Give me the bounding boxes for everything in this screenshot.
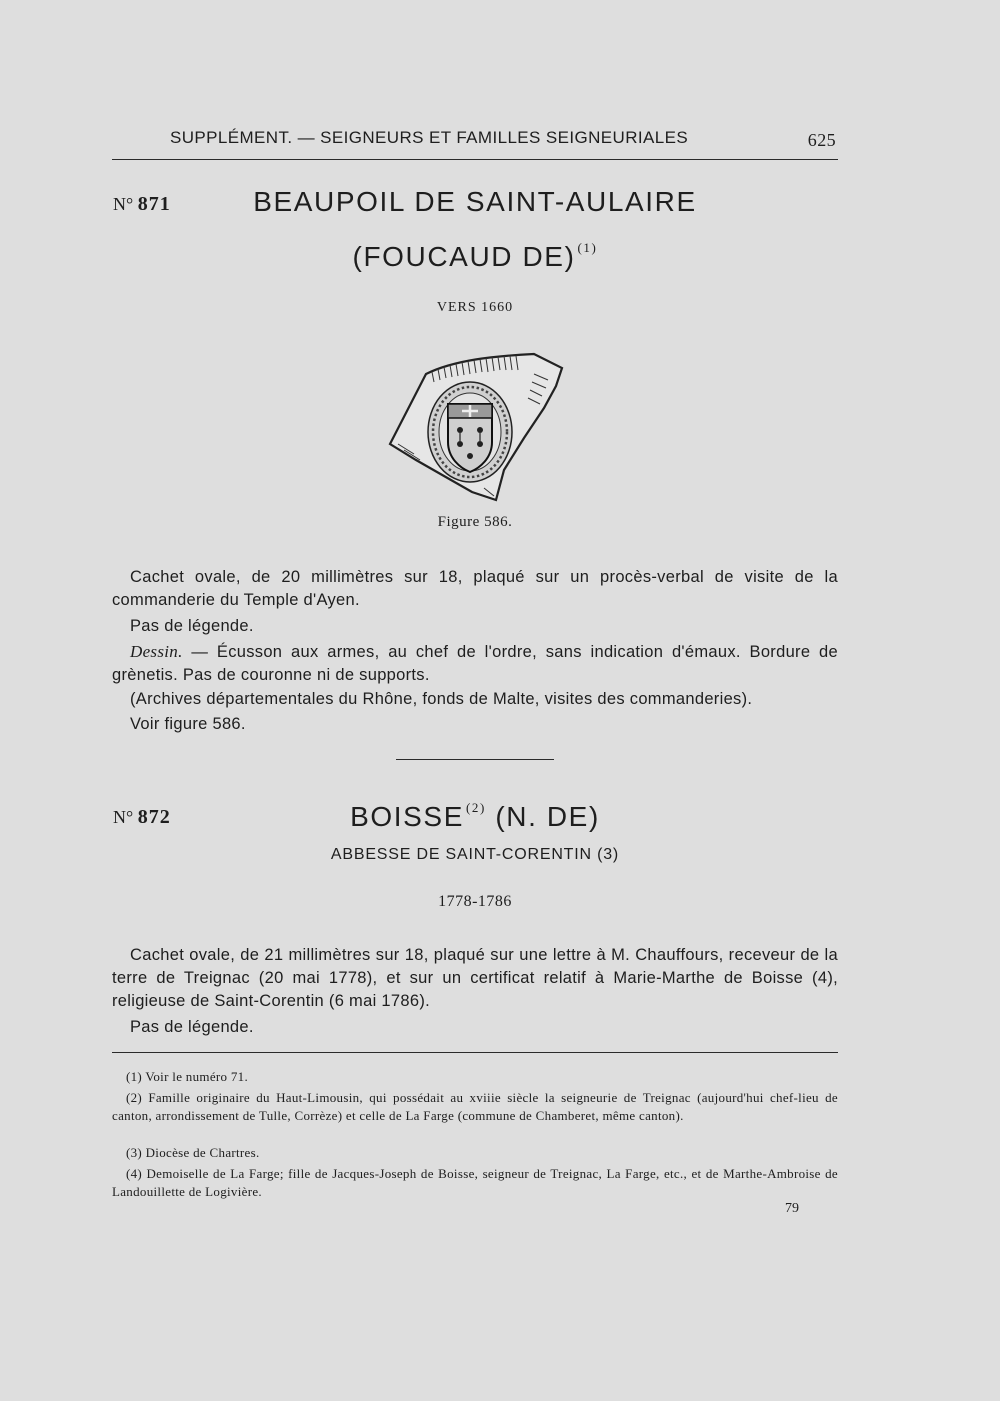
- paragraph-text: (Archives départementales du Rhône, fonds de Malte, visites des commanderies).: [130, 690, 753, 708]
- dessin-label: Dessin.: [130, 642, 183, 661]
- entry-871-paragraph-2: [112, 615, 838, 638]
- entry-number-label: N°: [113, 807, 134, 827]
- footnote-text: (1) Voir le numéro 71.: [126, 1069, 249, 1084]
- footnote-1: [112, 1068, 838, 1086]
- entry-872-paragraph-1: [112, 944, 838, 1013]
- entry-number-label: N°: [113, 194, 134, 214]
- footnote-3: [112, 1144, 838, 1162]
- footnote-ref-1: (1): [577, 240, 598, 255]
- paragraph-text: Voir figure 586.: [130, 715, 246, 733]
- entry-871-paragraph-3: [112, 640, 838, 687]
- entry-871-paragraph-1: [112, 566, 838, 612]
- entry-871-title-line2: [180, 240, 770, 273]
- paragraph-text: Pas de légende.: [130, 1018, 254, 1036]
- section-separator: [396, 759, 554, 760]
- entry-871-title-line1: BEAUPOIL DE SAINT-AULAIRE: [253, 186, 697, 217]
- entry-872-title-rest: (N. DE): [495, 801, 600, 832]
- paragraph-text: — Écusson aux armes, au chef de l'ordre, sans indication d'émaux. Bordure de grènetis. Pas de couronne ni de supports.: [112, 643, 838, 684]
- entry-number-value: 872: [137, 806, 171, 828]
- paragraph-text: Pas de légende.: [130, 617, 254, 635]
- entry-871-paragraph-4: [112, 688, 838, 711]
- entry-number-value: 871: [137, 193, 171, 215]
- footnote-text: (2) Famille originaire du Haut-Limousin, qui possédait au xviiie siècle la seigneurie de Treignac (aujourd'hui chef-lieu de canton, arrondissement de Tulle, Corrèze) et celle de La Farge (commune de Chamberet, même canton).: [112, 1090, 838, 1123]
- entry-872-title: [180, 800, 770, 833]
- entry-872-dates: 1778-1786: [438, 893, 512, 910]
- footnote-ref-2: (2): [465, 800, 486, 815]
- paragraph-text: Cachet ovale, de 21 millimètres sur 18, plaqué sur une lettre à M. Chauffours, receveur de la terre de Treignac (20 mai 1778), et sur un certificat relatif à Marie-Marthe de Boisse (4), religieuse de Saint-Corentin (6 mai 1786).: [112, 946, 838, 1010]
- page-number: 625: [807, 130, 836, 150]
- footnote-4: [112, 1165, 838, 1201]
- footnote-text: (3) Diocèse de Chartres.: [126, 1145, 260, 1160]
- entry-872-title-name: BOISSE: [350, 801, 464, 832]
- entry-871-number: [113, 193, 171, 216]
- entry-871-paragraph-5: [112, 713, 838, 736]
- footnote-rule: [112, 1052, 838, 1053]
- seal-figure: [384, 352, 568, 510]
- figure-caption: Figure 586.: [437, 514, 513, 530]
- entry-872-subtitle: ABBESSE DE SAINT-CORENTIN (3): [330, 846, 620, 863]
- header-rule: [112, 159, 838, 160]
- entry-871-title-text: (FOUCAUD DE): [352, 241, 576, 272]
- wax-seal-drawing: [384, 352, 568, 510]
- entry-871-date: VERS 1660: [436, 300, 514, 315]
- signature-mark: 79: [785, 1201, 799, 1216]
- running-head-title: SUPPLÉMENT. — SEIGNEURS ET FAMILLES SEIGNEURIALES: [170, 128, 689, 147]
- entry-872-number: [113, 806, 171, 829]
- paragraph-text: Cachet ovale, de 20 millimètres sur 18, plaqué sur un procès-verbal de visite de la commanderie du Temple d'Ayen.: [112, 568, 838, 609]
- footnote-2: [112, 1089, 838, 1125]
- footnote-text: (4) Demoiselle de La Farge; fille de Jacques-Joseph de Boisse, seigneur de Treignac, La Farge, etc., et de Marthe-Ambroise de Landouillette de Logivière.: [112, 1166, 838, 1199]
- entry-872-paragraph-2: [112, 1016, 838, 1039]
- running-head: [112, 126, 838, 152]
